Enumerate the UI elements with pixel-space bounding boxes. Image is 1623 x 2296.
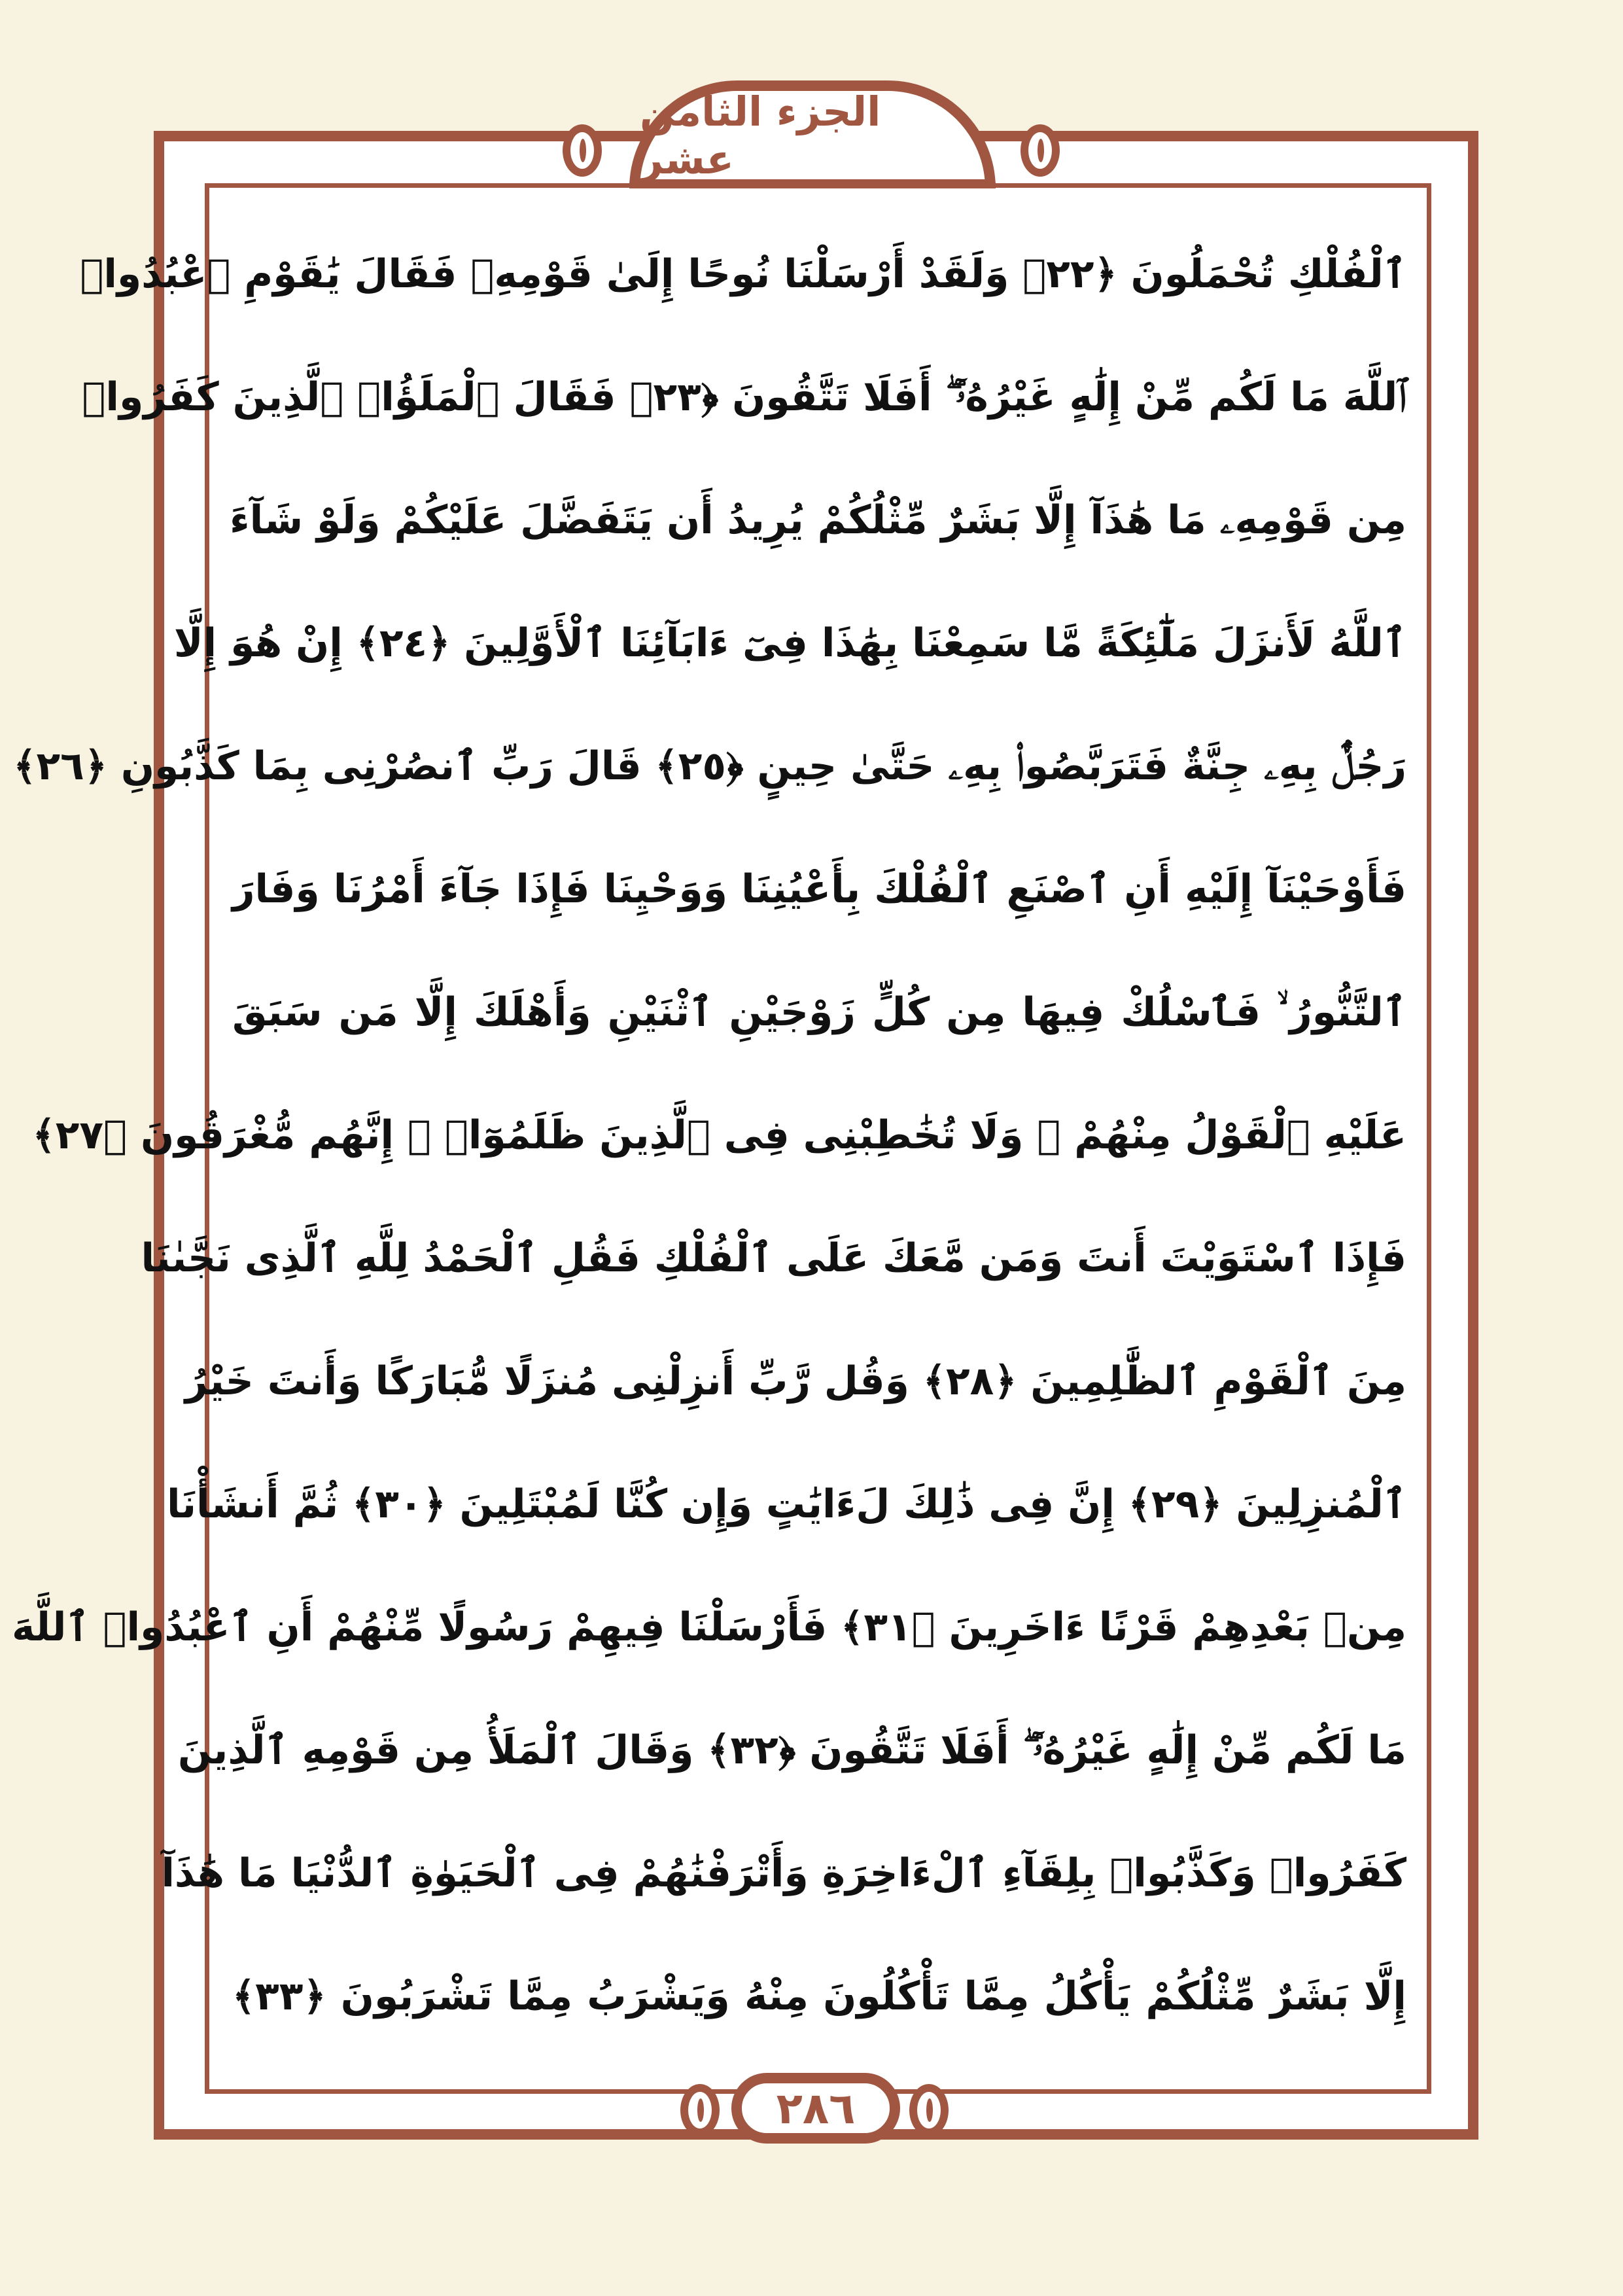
text-line: مِنَ ٱلْقَوْمِ ٱلظَّٰلِمِينَ ﴿٢٨﴾ وَقُل رَّبِّ أَنزِلْنِى مُنزَلًا مُّبَارَكًا وَأَنتَ خَيْرُ: [184, 1358, 1406, 1404]
text-line: مِن قَوْمِهِۦ مَا هَٰذَآ إِلَّا بَشَرٌ مِّثْلُكُمْ يُرِيدُ أَن يَتَفَضَّلَ عَلَيْكُمْ وَلَوْ شَآءَ: [229, 497, 1406, 543]
text-line: ٱلْفُلْكِ تُحْمَلُونَ ﴿٢٢﴾ وَلَقَدْ أَرْسَلْنَا نُوحًا إِلَىٰ قَوْمِهِۦ فَقَالَ يَٰقَوْمِ ٱعْبُدُوا۟: [80, 251, 1406, 297]
page-number-badge: [731, 2073, 900, 2144]
text-line: إِلَّا بَشَرٌ مِّثْلُكُمْ يَأْكُلُ مِمَّا تَأْكُلُونَ مِنْهُ وَيَشْرَبُ مِمَّا تَشْرَبُونَ ﴿٣٣﴾: [232, 1973, 1406, 2019]
footer-ornament-left: [680, 2084, 720, 2136]
text-line: مِنۢ بَعْدِهِمْ قَرْنًا ءَاخَرِينَ ﴿٣١﴾ فَأَرْسَلْنَا فِيهِمْ رَسُولًا مِّنْهُمْ أَنِ ٱعْبُدُوا۟ ٱللَّهَ: [11, 1604, 1406, 1650]
text-line: فَأَوْحَيْنَآ إِلَيْهِ أَنِ ٱصْنَعِ ٱلْفُلْكَ بِأَعْيُنِنَا وَوَحْيِنَا فَإِذَا جَآءَ أَمْرُنَا وَفَارَ: [232, 866, 1406, 912]
text-line: كَفَرُوا۟ وَكَذَّبُوا۟ بِلِقَآءِ ٱلْءَاخِرَةِ وَأَتْرَفْنَٰهُمْ فِى ٱلْحَيَوٰةِ ٱلدُّنْيَا مَا هَٰذَآ: [161, 1850, 1406, 1896]
text-line: مَا لَكُم مِّنْ إِلَٰهٍ غَيْرُهُۥٓ ۖ أَفَلَا تَتَّقُونَ ﴿٣٢﴾ وَقَالَ ٱلْمَلَأُ مِن قَوْمِهِ ٱلَّذِينَ: [177, 1727, 1406, 1773]
text-line: فَإِذَا ٱسْتَوَيْتَ أَنتَ وَمَن مَّعَكَ عَلَى ٱلْفُلْكِ فَقُلِ ٱلْحَمْدُ لِلَّهِ ٱلَّذِى نَجَّىٰنَا: [141, 1235, 1406, 1281]
footer-ornament-right: [909, 2084, 949, 2136]
text-line: عَلَيْهِ ٱلْقَوْلُ مِنْهُمْ ۖ وَلَا تُخَٰطِبْنِى فِى ٱلَّذِينَ ظَلَمُوٓا۟ ۖ إِنَّهُم مُّغْرَقُونَ ﴿٢٧﴾: [32, 1112, 1406, 1158]
text-line: رَجُلٌۢ بِهِۦ جِنَّةٌ فَتَرَبَّصُوا۟ بِهِۦ حَتَّىٰ حِينٍ ﴿٢٥﴾ قَالَ رَبِّ ٱنصُرْنِى بِمَا كَذَّبُونِ ﴿٢٦﴾: [13, 743, 1406, 789]
quran-text: [11, 213, 1406, 2058]
text-line: ٱللَّهُ لَأَنزَلَ مَلَٰٓئِكَةً مَّا سَمِعْنَا بِهَٰذَا فِىٓ ءَابَآئِنَا ٱلْأَوَّلِينَ ﴿٢٤﴾ إِنْ هُوَ إِلَّا: [173, 620, 1406, 666]
text-line: ٱلتَّنُّورُ ۙ فَٱسْلُكْ فِيهَا مِن كُلٍّ زَوْجَيْنِ ٱثْنَيْنِ وَأَهْلَكَ إِلَّا مَن سَبَقَ: [232, 989, 1406, 1035]
header-ornament-left: [563, 124, 602, 177]
header-ornament-right: [1021, 124, 1060, 177]
juz-title: الجزء الثامن عشر: [640, 87, 881, 183]
page-number: ٢٨٦: [776, 2083, 856, 2134]
text-line: ٱللَّهَ مَا لَكُم مِّنْ إِلَٰهٍ غَيْرُهُۥٓ ۖ أَفَلَا تَتَّقُونَ ﴿٢٣﴾ فَقَالَ ٱلْمَلَؤُا۟ ٱلَّذِينَ كَفَرُوا۟: [82, 374, 1406, 420]
text-line: ٱلْمُنزِلِينَ ﴿٢٩﴾ إِنَّ فِى ذَٰلِكَ لَءَايَٰتٍ وَإِن كُنَّا لَمُبْتَلِينَ ﴿٣٠﴾ ثُمَّ أَنشَأْنَا: [167, 1481, 1406, 1527]
juz-header: [629, 80, 996, 188]
